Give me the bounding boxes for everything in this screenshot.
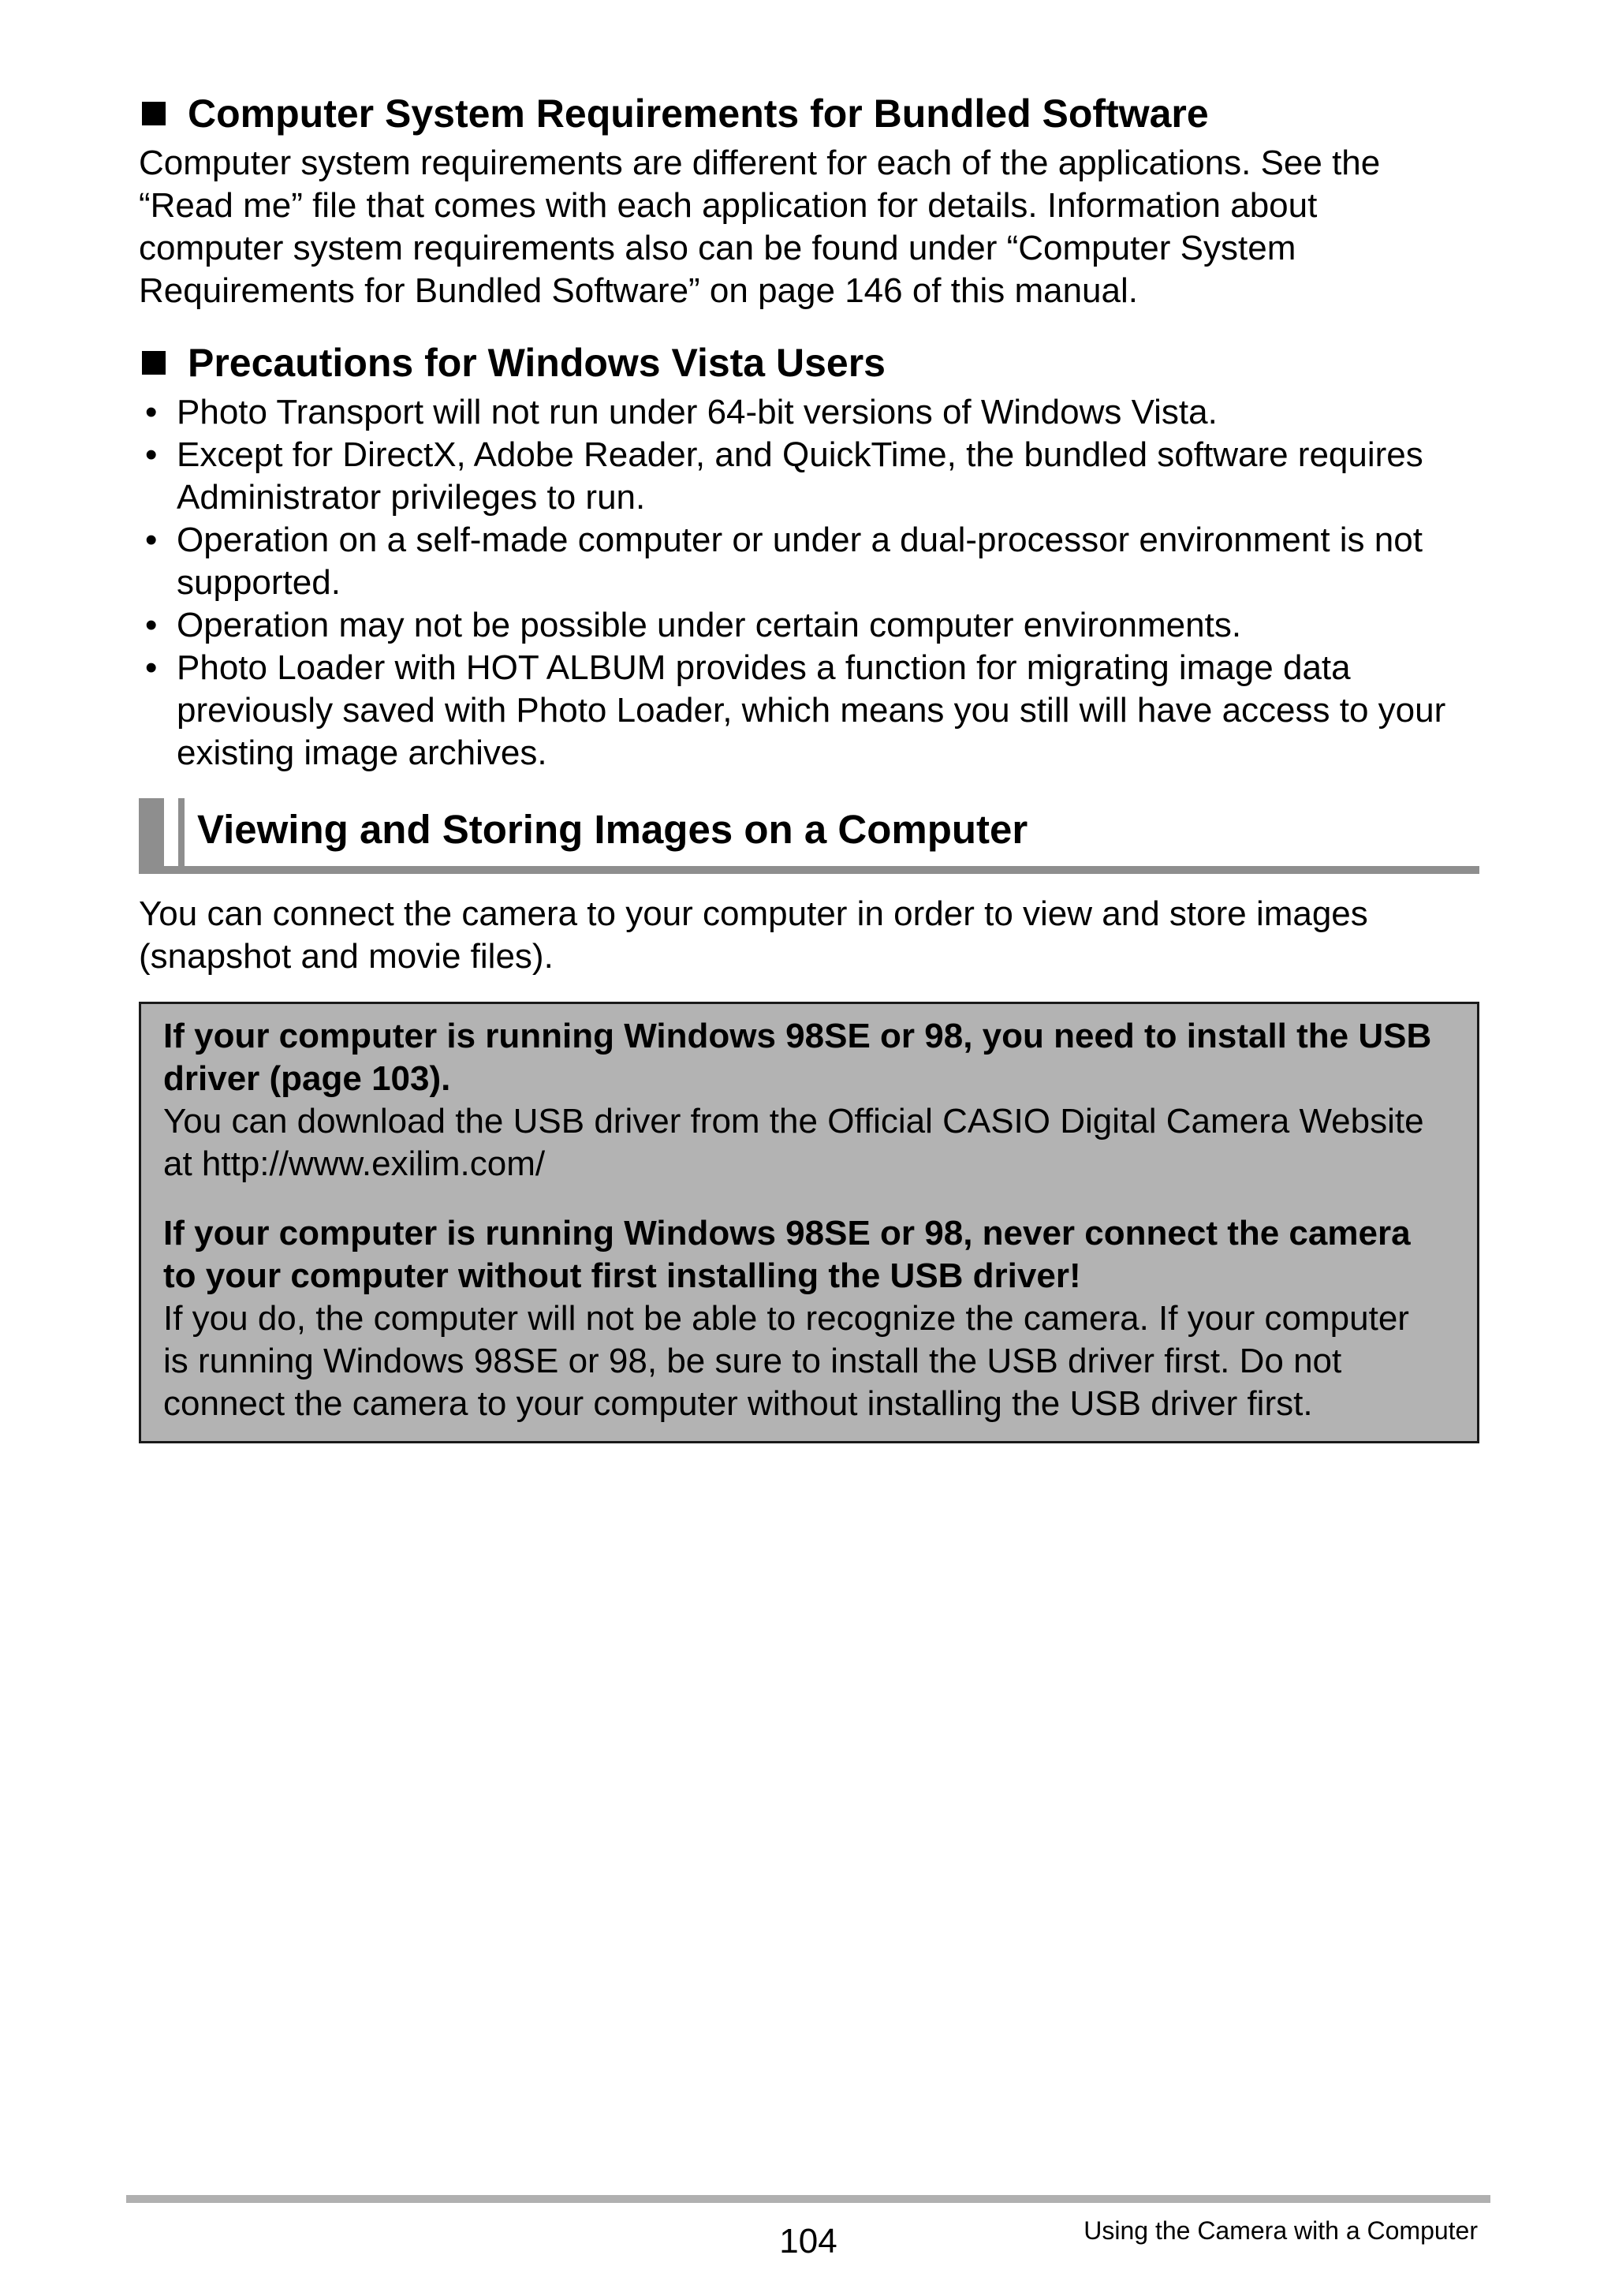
requirements-heading-text: Computer System Requirements for Bundled Software xyxy=(188,91,1209,136)
list-item xyxy=(139,604,1479,647)
notice-spacer xyxy=(163,1185,1455,1212)
list-item-line: previously saved with Photo Loader, which means you still will have access to your xyxy=(177,691,1446,730)
bullet-icon: • xyxy=(145,648,158,687)
black-square-icon xyxy=(142,351,166,375)
viewing-section-heading xyxy=(139,798,1479,874)
vista-heading xyxy=(139,334,1479,391)
list-item-line: Except for DirectX, Adobe Reader, and QuickTime, the bundled software requires xyxy=(177,435,1423,474)
list-item xyxy=(139,519,1479,604)
requirements-line: computer system requirements also can be found under “Computer System xyxy=(139,229,1296,267)
vista-bullet-list xyxy=(139,391,1479,775)
notice-line: If you do, the computer will not be able to recognize the camera. If your computer xyxy=(163,1299,1409,1338)
notice-line: You can download the USB driver from the Official CASIO Digital Camera Website xyxy=(163,1102,1424,1141)
list-item-line: Operation may not be possible under certain computer environments. xyxy=(177,606,1242,644)
footer-rule xyxy=(126,2195,1490,2203)
requirements-line: Computer system requirements are different for each of the applications. See the xyxy=(139,144,1381,182)
list-item xyxy=(139,434,1479,519)
viewing-intro-line: (snapshot and movie files). xyxy=(139,937,554,976)
requirements-paragraph xyxy=(139,142,1479,312)
bullet-icon: • xyxy=(145,435,158,474)
requirements-line: Requirements for Bundled Software” on page 146 of this manual. xyxy=(139,271,1138,310)
notice-bold-text xyxy=(163,1015,1455,1100)
page-number: 104 xyxy=(779,2222,837,2261)
list-item-line: supported. xyxy=(177,563,341,602)
bullet-icon: • xyxy=(145,521,158,559)
black-square-icon xyxy=(142,102,166,125)
list-item xyxy=(139,391,1479,434)
viewing-intro-line: You can connect the camera to your computer in order to view and store images xyxy=(139,894,1368,933)
notice-line: If your computer is running Windows 98SE or 98, never connect the camera xyxy=(163,1214,1411,1253)
heading-bar-decoration xyxy=(139,798,164,866)
requirements-line: “Read me” file that comes with each application for details. Information about xyxy=(139,186,1318,225)
notice-line: If your computer is running Windows 98SE or 98, you need to install the USB xyxy=(163,1017,1432,1055)
notice-line: driver (page 103). xyxy=(163,1059,451,1098)
list-item-line: Operation on a self-made computer or under a dual-processor environment is not xyxy=(177,521,1423,559)
list-item-line: Administrator privileges to run. xyxy=(177,478,646,517)
notice-body-text xyxy=(163,1297,1455,1425)
notice-bold-text xyxy=(163,1212,1455,1297)
viewing-intro-paragraph xyxy=(139,893,1479,978)
bullet-icon: • xyxy=(145,606,158,644)
vista-heading-text: Precautions for Windows Vista Users xyxy=(188,341,886,385)
list-item-line: Photo Loader with HOT ALBUM provides a function for migrating image data xyxy=(177,648,1351,687)
bullet-icon: • xyxy=(145,393,158,431)
notice-line: connect the camera to your computer without installing the USB driver first. xyxy=(163,1384,1313,1423)
notice-body-text xyxy=(163,1100,1455,1185)
heading-bar-decoration xyxy=(178,798,185,866)
usb-driver-notice-box xyxy=(139,1002,1479,1443)
viewing-heading-text: Viewing and Storing Images on a Computer xyxy=(197,807,1028,852)
list-item-line: existing image archives. xyxy=(177,734,547,772)
manual-page xyxy=(139,85,1479,1443)
footer-section-title: Using the Camera with a Computer xyxy=(1084,2216,1478,2245)
list-item-line: Photo Transport will not run under 64-bit versions of Windows Vista. xyxy=(177,393,1218,431)
requirements-heading xyxy=(139,85,1479,142)
notice-line: at http://www.exilim.com/ xyxy=(163,1144,546,1183)
notice-line: to your computer without first installing the USB driver! xyxy=(163,1256,1081,1295)
notice-line: is running Windows 98SE or 98, be sure to install the USB driver first. Do not xyxy=(163,1342,1342,1380)
list-item xyxy=(139,647,1479,775)
